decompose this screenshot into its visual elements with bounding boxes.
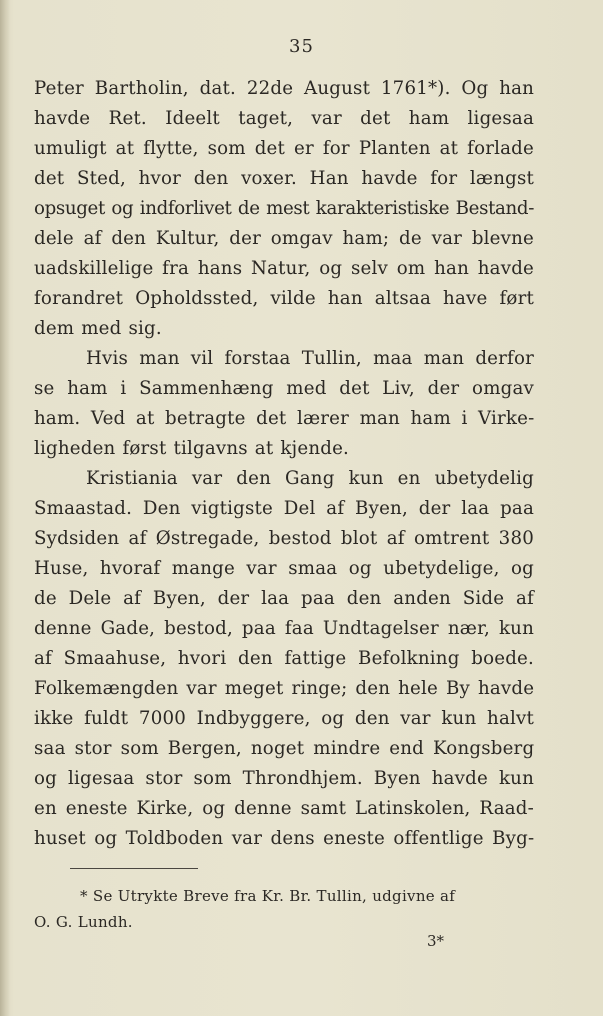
- text-line: Kristiania var den Gang kun en ubetydelig: [86, 468, 534, 489]
- text-line: Sydsiden af Østregade, bestod blot af omtrent 380: [34, 528, 534, 549]
- text-line: Huse, hvoraf mange var smaa og ubetydelige, og: [34, 558, 534, 579]
- text-line: havde Ret. Ideelt taget, var det ham ligesaa: [34, 108, 534, 129]
- text-line: ligheden først tilgavns at kjende.: [34, 438, 350, 459]
- text-line: og ligesaa stor som Throndhjem. Byen havde kun: [34, 768, 534, 789]
- footnote-line: * Se Utrykte Breve fra Kr. Br. Tullin, udgivne af: [80, 887, 456, 905]
- text-line: forandret Opholdssted, vilde han altsaa have ført: [34, 288, 534, 309]
- footnote: [34, 883, 534, 935]
- text-line: Smaastad. Den vigtigste Del af Byen, der laa paa: [34, 498, 534, 519]
- text-line: Peter Bartholin, dat. 22de August 1761*). Og han: [34, 78, 535, 99]
- text-line: dele af den Kultur, der omgav ham; de var blevne: [34, 228, 534, 249]
- text-line: ikke fuldt 7000 Indbyggere, og den var kun halvt: [34, 708, 534, 729]
- footnote-line: O. G. Lundh.: [34, 913, 133, 931]
- text-line: de Dele af Byen, der laa paa den anden Side af: [34, 588, 534, 609]
- text-line: ham. Ved at betragte det lærer man ham i Virke-: [34, 408, 535, 429]
- text-line: Hvis man vil forstaa Tullin, maa man derfor: [86, 348, 534, 369]
- text-line: opsuget og indforlivet de mest karakteristiske Bestand-: [34, 198, 534, 219]
- text-line: umuligt at flytte, som det er for Planten at forlade: [34, 138, 534, 159]
- text-line: denne Gade, bestod, paa faa Undtagelser nær, kun: [34, 618, 534, 639]
- text-line: af Smaahuse, hvori den fattige Befolkning boede.: [34, 648, 534, 669]
- signature-mark: 3*: [427, 932, 445, 950]
- text-line: huset og Toldboden var dens eneste offentlige Byg-: [34, 828, 535, 849]
- text-line: det Sted, hvor den voxer. Han havde for længst: [34, 168, 534, 189]
- body-text: [34, 74, 534, 854]
- text-line: se ham i Sammenhæng med det Liv, der omgav: [34, 378, 535, 399]
- text-line: uadskillelige fra hans Natur, og selv om han havde: [34, 258, 534, 279]
- text-line: en eneste Kirke, og denne samt Latinskolen, Raad-: [34, 798, 534, 819]
- text-line: dem med sig.: [34, 318, 162, 339]
- footnote-rule: [70, 868, 198, 869]
- text-line: saa stor som Bergen, noget mindre end Kongsberg: [34, 738, 535, 759]
- text-line: Folkemængden var meget ringe; den hele By havde: [34, 678, 535, 699]
- page-number: 35: [289, 36, 314, 57]
- binding-shadow: [0, 0, 10, 1016]
